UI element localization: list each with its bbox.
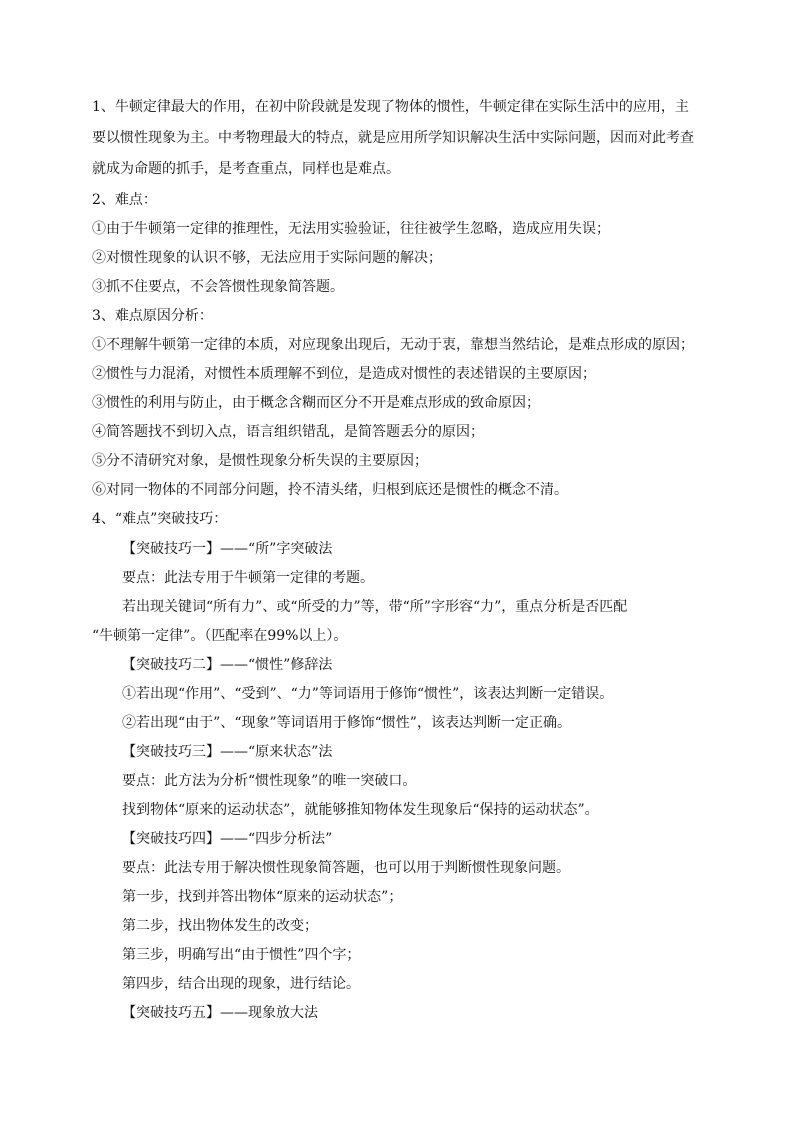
technique-4-point: 要点：此法专用于解决惯性现象简答题，也可以用于判断惯性现象问题。 [122,860,570,876]
technique-3-title: 【突破技巧三】——“原来状态”法 [122,744,333,760]
list-item: 第三步，明确写出“由于惯性”四个字； [122,947,361,963]
technique-2-title: 【突破技巧二】——“惯性”修辞法 [122,657,333,673]
technique-2-item-2: ②若出现“由于”、“现象”等词语用于修饰“惯性”，该表达判断一定正确。 [122,715,571,731]
list-item: 第四步，结合出现的现象，进行结论。 [122,976,360,992]
technique-1-text-line-1: 若出现关键词“所有力”、或“所受的力”等，带“所”字形容“力”，重点分析是否匹配 [122,599,628,615]
technique-2-item-1: ①若出现“作用”、“受到”、“力”等词语用于修饰“惯性”，该表达判断一定错误。 [122,686,614,702]
list-item: ①不理解牛顿第一定律的本质，对应现象出现后，无动于衷，靠想当然结论，是难点形成的原因； [92,337,694,353]
list-item: ②对惯性现象的认识不够，无法应用于实际问题的解决； [92,250,442,266]
list-item: 第一步，找到并答出物体“原来的运动状态”； [122,889,403,905]
technique-5-title: 【突破技巧五】——现象放大法 [122,1005,318,1021]
paragraph-1-line-3: 就成为命题的抓手，是考查重点，同样也是难点。 [92,161,400,177]
technique-4-title: 【突破技巧四】——“四步分析法” [122,831,333,847]
list-item: ③惯性的利用与防止，由于概念含糊而区分不开是难点形成的致命原因； [92,395,540,411]
section-2-heading: 2、难点： [92,192,157,208]
technique-1-text-line-2: “牛顿第一定律”。（匹配率在99%以上）。 [92,628,348,644]
technique-1-point: 要点：此法专用于牛顿第一定律的考题。 [122,570,374,586]
technique-1-title: 【突破技巧一】——“所”字突破法 [122,541,333,557]
list-item: ⑤分不清研究对象，是惯性现象分析失误的主要原因； [92,453,428,469]
list-item: ⑥对同一物体的不同部分问题，拎不清头绪，归根到底还是惯性的概念不清。 [92,482,568,498]
paragraph-1-line-2: 要以惯性现象为主。中考物理最大的特点，就是应用所学知识解决生活中实际问题，因而对此考查 [92,130,694,146]
list-item: ①由于牛顿第一定律的推理性，无法用实验验证，往往被学生忽略，造成应用失误； [92,221,610,237]
section-3-heading: 3、难点原因分析： [92,308,213,324]
list-item: ③抓不住要点，不会答惯性现象简答题。 [92,279,344,295]
paragraph-1-line-1: 1、牛顿定律最大的作用，在初中阶段就是发现了物体的惯性，牛顿定律在实际生活中的应用，主 [92,99,689,115]
list-item: 第二步，找出物体发生的改变； [122,918,318,934]
section-4-heading: 4、“难点”突破技巧： [92,511,228,527]
technique-3-point: 要点：此方法为分析“惯性现象”的唯一突破口。 [122,773,417,789]
list-item: ②惯性与力混淆，对惯性本质理解不到位，是造成对惯性的表述错误的主要原因； [92,366,596,382]
list-item: ④简答题找不到切入点，语言组织错乱，是简答题丢分的原因； [92,424,484,440]
technique-3-text: 找到物体“原来的运动状态”，就能够推知物体发生现象后“保持的运动状态”。 [122,802,599,818]
